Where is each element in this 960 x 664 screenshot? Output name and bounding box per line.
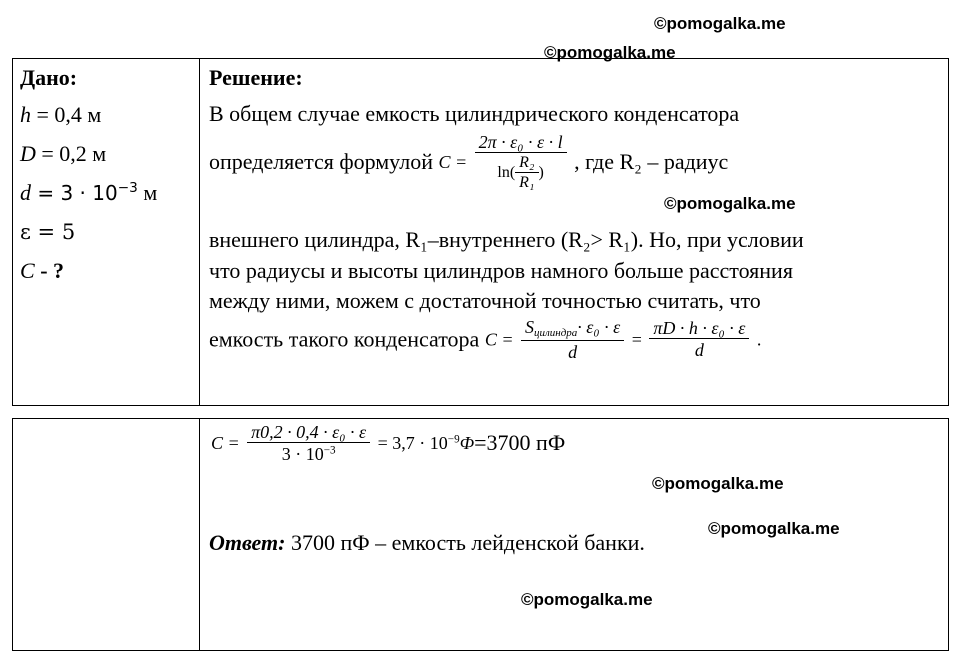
solution-line1: В общем случае емкость цилиндрического конденсатора (209, 101, 740, 126)
capacitor-formula-2: $\frac{\text{πD · h · ε₀ · ε}}{d}$ (649, 319, 749, 359)
solution-line2: определяется формулой C = 2π · ε₀ · ε · l ln( $\frac{\text{R₂}}{\text{R₁}}$ ) , где R₂ – радиус (209, 132, 729, 191)
given-h: h = 0,4 м (20, 102, 102, 127)
watermark: ©pomogalka.me (654, 14, 786, 33)
capacitor-formula-1: $\frac{S_{цилиндра}\cdot \varepsilon_0 \cdot \varepsilon}{d}$ (521, 318, 624, 361)
watermark: ©pomogalka.me (544, 43, 676, 62)
watermark: ©pomogalka.me (521, 590, 653, 609)
given-epsilon: ε = 5 (20, 220, 76, 244)
solution-header: Решение: (209, 65, 303, 90)
solution-line4: что радиусы и высоты цилиндров намного больше расстояния (209, 258, 793, 283)
answer-label: Ответ: (209, 530, 286, 555)
column-divider (199, 419, 200, 650)
capacitance-formula: 2π · ε₀ · ε · l ln( $\frac{\text{R₂}}{\text{R₁}}$ ) (475, 133, 567, 191)
watermark: ©pomogalka.me (664, 194, 796, 213)
given-d: $d = 3 \cdot 10^{-3}$ м (20, 180, 158, 206)
watermark: ©pomogalka.me (708, 519, 840, 538)
calculation: C = $\frac{\text{π0,2 · 0,4 · ε₀ · ε}}{3 \cdot 10^{-3}}$ = $3,7 \cdot 10^{-9}Ф=3700$ пФ (211, 422, 566, 464)
answer-line (209, 532, 645, 554)
given-C: C - ? (20, 258, 65, 283)
column-divider (199, 59, 200, 405)
answer-text: 3700 пФ – емкость лейденской банки. (285, 530, 645, 555)
solution-line5: между ними, можем с достаточной точностью считать, что (209, 288, 761, 313)
solution-line3: внешнего цилиндра, R₁–внутреннего (R₂> R₁). Но, при условии (209, 227, 804, 252)
given-header: Дано: (20, 65, 78, 90)
solution-line6: емкость такого конденсатора C = $\frac{S_{цилиндра}\cdot \varepsilon_0 \cdot \varepsilon}{d}$ = $\frac{\text{πD · h · ε₀ · ε}}{d}$ . (209, 317, 762, 362)
calculation-fraction: $\frac{\text{π0,2 · 0,4 · ε₀ · ε}}{3 \cdot 10^{-3}}$ (247, 423, 370, 463)
watermark: ©pomogalka.me (652, 474, 784, 493)
given-D: D = 0,2 м (20, 141, 107, 166)
